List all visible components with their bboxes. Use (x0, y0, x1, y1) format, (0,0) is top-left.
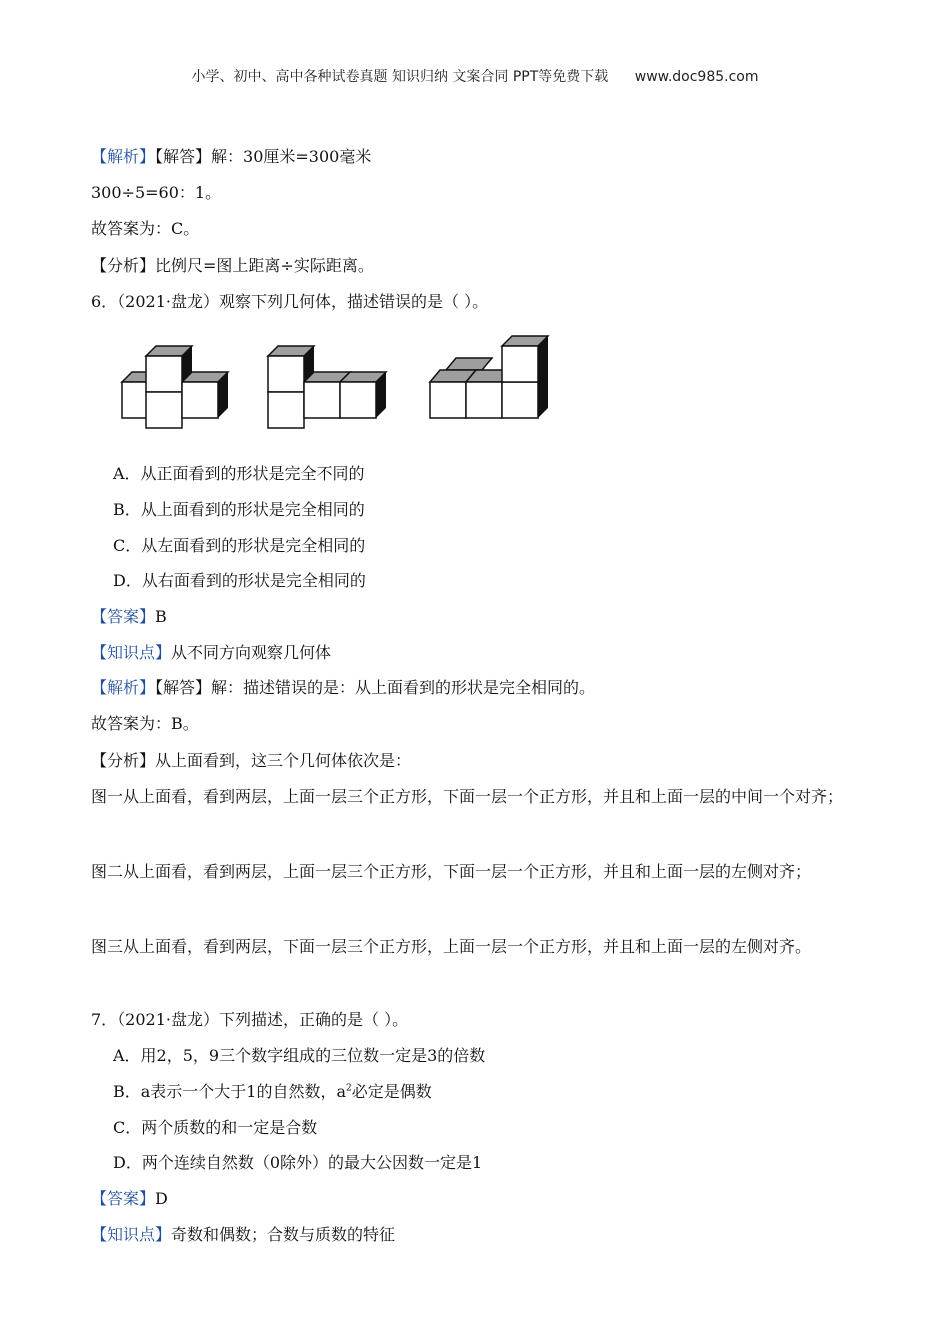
solution-tag: 【解答】 (155, 147, 212, 166)
q7-knowledge (91, 1224, 395, 1246)
answer-tag: 【答案】 (91, 607, 156, 626)
q7-answer (91, 1188, 168, 1210)
cube-figures (114, 330, 554, 434)
q6-stem: 6．（2021·盘龙）观察下列几何体，描述错误的是（ ）。 (91, 292, 489, 311)
header-text: 小学、初中、高中各种试卷真题 知识归纳 文案合同 PPT等免费下载 (191, 69, 609, 85)
q6-option-d: D．从右面看到的形状是完全相同的 (113, 571, 366, 590)
fenxi-tag: 【分析】 (91, 256, 156, 275)
option-b-text: B．a表示一个大于1的自然数，a (113, 1082, 347, 1101)
knowledge-tag: 【知识点】 (91, 643, 172, 662)
q6-paragraph-1: 图一从上面看，看到两层，上面一层三个正方形，下面一层一个正方形，并且和上面一层的中间一个对齐； (91, 787, 844, 806)
fenxi-tag: 【分析】 (91, 751, 156, 770)
solution-text: 解：描述错误的是：从上面看到的形状是完全相同的。 (211, 678, 596, 697)
q6-paragraph-2: 图二从上面看，看到两层，上面一层三个正方形，下面一层一个正方形，并且和上面一层的左侧对齐； (91, 862, 812, 881)
q7-stem: 7．（2021·盘龙）下列描述，正确的是（ ）。 (91, 1010, 409, 1029)
page-header (0, 66, 950, 86)
q6-option-a: A．从正面看到的形状是完全不同的 (113, 464, 365, 483)
q6-answer (91, 606, 167, 628)
q5-analysis (91, 146, 371, 168)
analysis-tag: 【解析】 (91, 147, 156, 166)
knowledge-tag: 【知识点】 (91, 1225, 172, 1244)
q6-knowledge (91, 642, 331, 664)
q6-analysis (91, 677, 595, 699)
q7-option-b (113, 1081, 432, 1103)
exponent: 2 (346, 1083, 352, 1094)
q7-option-a: A．用2，5，9三个数字组成的三位数一定是3的倍数 (113, 1046, 486, 1065)
answer-tag: 【答案】 (91, 1189, 156, 1208)
solution-text: 解：30厘米=300毫米 (211, 147, 372, 166)
q6-option-b: B．从上面看到的形状是完全相同的 (113, 500, 365, 519)
fenxi-text: 从上面看到，这三个几何体依次是： (155, 751, 412, 770)
figure-2 (268, 346, 386, 428)
knowledge-text: 从不同方向观察几何体 (171, 643, 332, 662)
figure-3 (430, 336, 548, 418)
q6-fenxi (91, 750, 411, 772)
analysis-tag: 【解析】 (91, 678, 156, 697)
option-b-tail: 必定是偶数 (351, 1082, 432, 1101)
knowledge-text: 奇数和偶数；合数与质数的特征 (171, 1225, 396, 1244)
answer-value: B (155, 607, 167, 626)
q7-option-c: C．两个质数的和一定是合数 (113, 1118, 318, 1137)
figure-1 (122, 346, 228, 428)
answer-value: D (155, 1189, 168, 1208)
q6-paragraph-3: 图三从上面看，看到两层，下面一层三个正方形，上面一层一个正方形，并且和上面一层的左侧对齐。 (91, 937, 812, 956)
header-site: www.doc985.com (634, 69, 759, 85)
q5-answer-line: 故答案为：C。 (91, 219, 200, 238)
q5-fenxi (91, 255, 374, 277)
fenxi-text: 比例尺=图上距离÷实际距离。 (155, 256, 374, 275)
q5-calc: 300÷5=60：1。 (91, 183, 222, 202)
solution-tag: 【解答】 (155, 678, 212, 697)
q7-option-d: D．两个连续自然数（0除外）的最大公因数一定是1 (113, 1153, 483, 1172)
q6-answer-line: 故答案为：B。 (91, 714, 199, 733)
q6-option-c: C．从左面看到的形状是完全相同的 (113, 536, 366, 555)
